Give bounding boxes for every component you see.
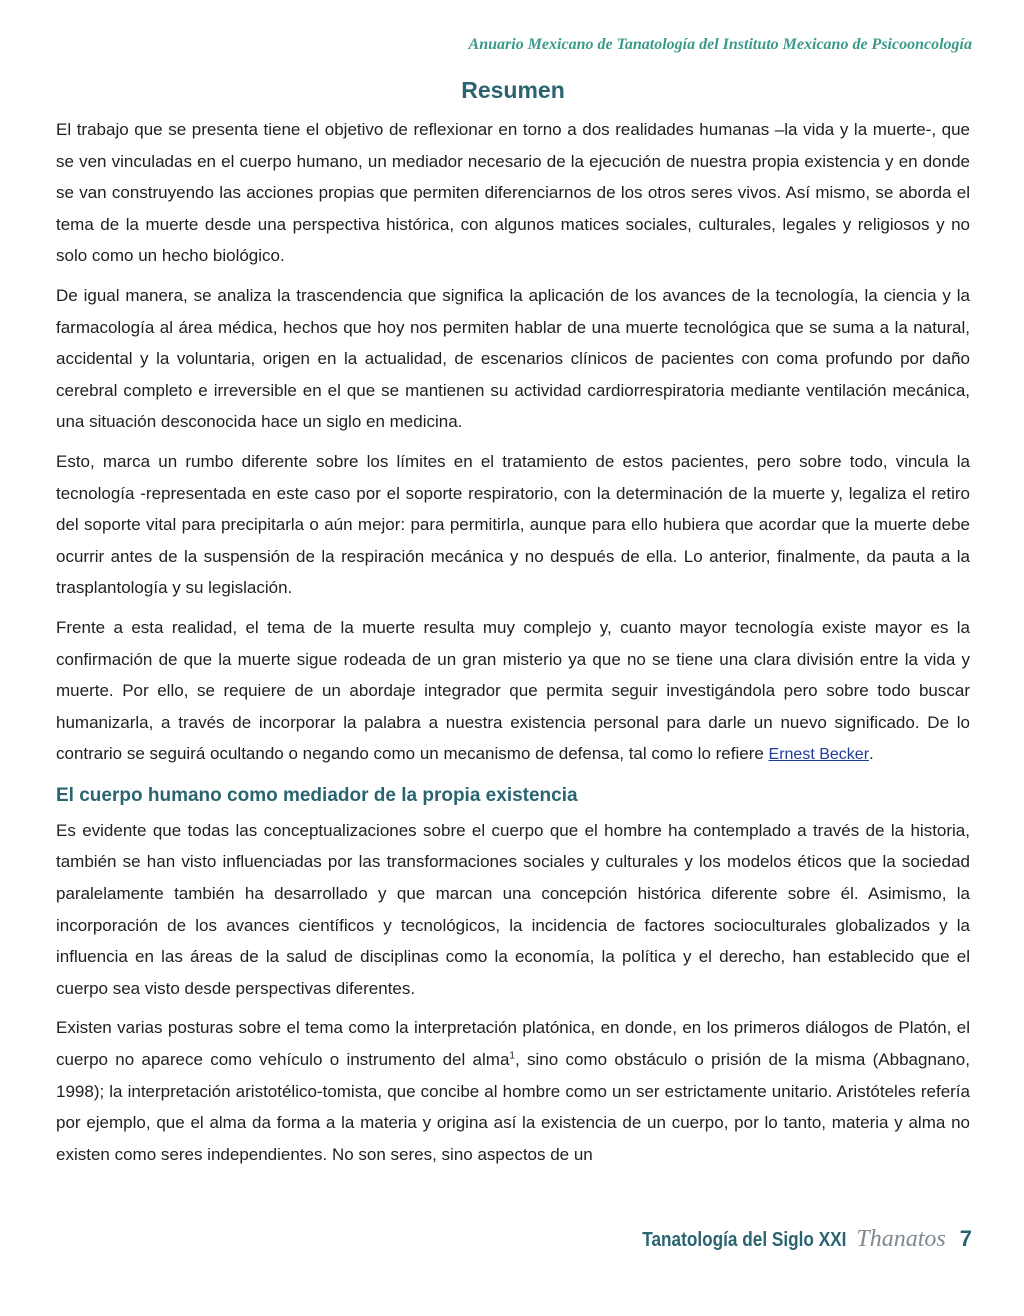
section-heading-cuerpo: El cuerpo humano como mediador de la propia existencia <box>56 784 578 806</box>
resumen-paragraph-1: El trabajo que se presenta tiene el objetivo de reflexionar en torno a dos realidades humanas –la vida y la muerte-, que se ven vinculadas en el cuerpo humano, un mediador necesario de la ejecución de nuestra propia existencia y en donde se van construyendo las acciones propias que permiten diferenciarnos de los otros seres vivos. Así mismo, se aborda el tema de la muerte desde una perspectiva histórica, con algunos matices sociales, culturales, legales y religiosos y no solo como un hecho biológico. <box>56 120 970 266</box>
resumen-paragraph-4-end: . <box>869 744 874 764</box>
resumen-paragraph-3: Esto, marca un rumbo diferente sobre los límites en el tratamiento de estos pacientes, pero sobre todo, vincula la tecnología -representada en este caso por el soporte respiratorio, con la determinación de la muerte y, legaliza el retiro del soporte vital para precipitarla o aún mejor: para permitirla, aunque para ello hubiera que acordar que la muerte debe ocurrir antes de la suspensión de la respiración mecánica y no después de ella. Lo anterior, finalmente, da pauta a la trasplantología y su legislación. <box>56 451 970 598</box>
resumen-paragraph-2: De igual manera, se analiza la trascendencia que significa la aplicación de los avances de la tecnología, la ciencia y la farmacología al área médica, hechos que hoy nos permiten hablar de una muerte tecnológica que se suma a la natural, accidental y la voluntaria, origen en la actualidad, de escenarios clínicos de pacientes con coma profundo por daño cerebral completo e irreversible en el que se mantienen su actividad cardiorrespiratoria mediante ventilación mecánica, una situación desconocida hace un siglo en medicina. <box>56 285 970 432</box>
main-content <box>56 72 970 1178</box>
resumen-paragraph-4 <box>56 612 970 771</box>
section-paragraph-1: Es evidente que todas las conceptualizaciones sobre el cuerpo que el hombre ha contemplado a través de la historia, también se han visto influenciadas por las transformaciones sociales y culturales y los modelos éticos que la sociedad paralelamente también ha desarrollado y que marcan una concepción histórica diferente sobre él. Asimismo, la incorporación de los avances científicos y tecnológicos, la incidencia de factores socioculturales globalizados y la influencia en las áreas de la salud de disciplinas como la economía, la política y el derecho, han establecido que el cuerpo sea visto desde perspectivas diferentes. <box>56 820 970 998</box>
resumen-paragraph-4-text: Frente a esta realidad, el tema de la muerte resulta muy complejo y, cuanto mayor tecnología existe mayor es la confirmación de que la muerte sigue rodeada de un gran misterio ya que no se tiene una clara división entre la vida y muerte. Por ello, se requiere de un abordaje integrador que permita seguir investigándola pero sobre todo buscar humanizarla, a través de incorporar la palabra a nuestra existencia personal para darle un nuevo significado. De lo contrario se seguirá ocultando o negando como un mecanismo de defensa, tal como lo refiere <box>56 617 970 764</box>
page-number: 7 <box>959 1226 972 1251</box>
section-paragraph-2 <box>56 1012 970 1170</box>
section-paragraph-2-a: Existen varias posturas sobre el tema como la interpretación platónica, en donde, en los primeros diálogos de Platón, el cuerpo no aparece como vehículo o instrumento del alma <box>56 1018 970 1070</box>
footer-journal-title: Tanatología del Siglo XXI <box>642 1229 847 1251</box>
resumen-heading: Resumen <box>461 77 565 103</box>
section-paragraph-2-b: , sino como obstáculo o prisión de la misma (Abbagnano, 1998); la interpretación aristotélico-tomista, que concibe al hombre como un ser estrictamente unitario. Aristóteles refería por ejemplo, que el alma da forma a la materia y origina así la existencia de un cuerpo, por lo tanto, materia y alma no existen como seres independientes. No son seres, sino aspectos de un <box>56 1050 970 1164</box>
ernest-becker-link[interactable]: Ernest Becker <box>768 746 870 764</box>
footer-brand-logo: Thanatos <box>856 1226 946 1252</box>
page-footer <box>609 1226 972 1253</box>
running-header: Anuario Mexicano de Tanatología del Instituto Mexicano de Psicooncología <box>468 36 972 53</box>
footnote-marker[interactable]: 1 <box>509 1050 515 1062</box>
